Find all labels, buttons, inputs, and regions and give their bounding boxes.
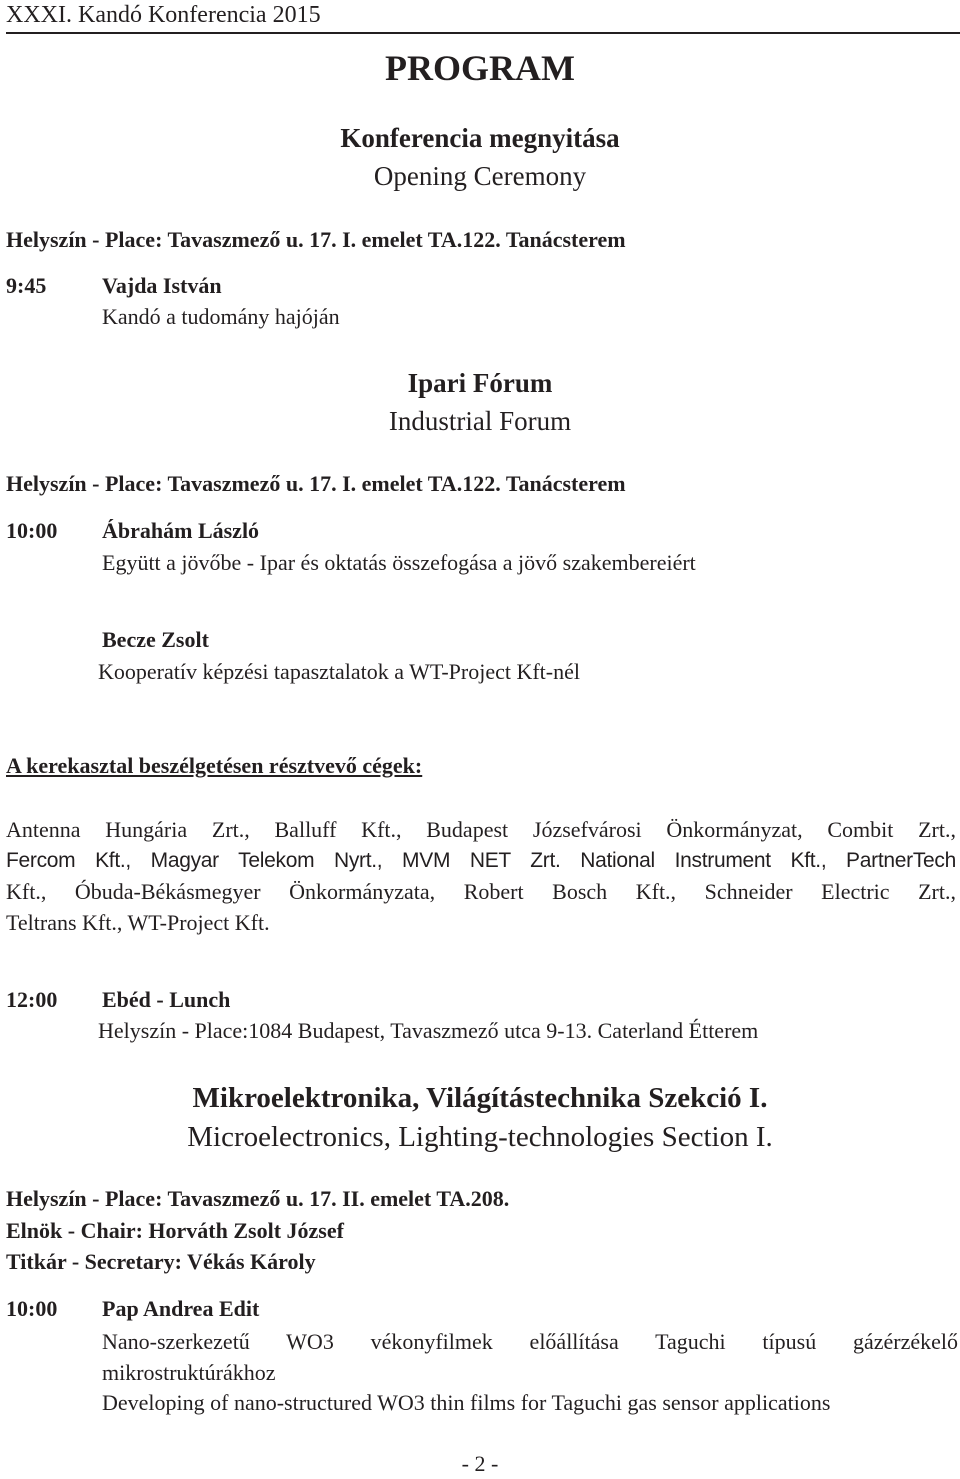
header-rule <box>6 32 960 34</box>
section-title-en: Microelectronics, Lighting-technologies Section I. <box>187 1121 773 1153</box>
opening-time: 9:45 <box>6 273 47 298</box>
section-time: 10:00 <box>6 1296 58 1321</box>
forum-time: 10:00 <box>6 518 58 543</box>
forum-talk-2: Kooperatív képzési tapasztalatok a WT-Project Kft-nél <box>98 659 580 684</box>
opening-place: Helyszín - Place: Tavaszmező u. 17. I. emelet TA.122. Tanácsterem <box>6 227 626 252</box>
companies-line: Fercom Kft., Magyar Telekom Nyrt., MVM NET Zrt. National Instrument Kft., PartnerTech <box>6 849 956 872</box>
page-number: - 2 - <box>461 1451 499 1476</box>
opening-talk: Kandó a tudomány hajóján <box>102 304 340 329</box>
roundtable-heading: A kerekasztal beszélgetésen résztvevő cégek: <box>6 753 423 778</box>
talk-hu-line: Nano-szerkezetű WO3 vékonyfilmek előállítása Taguchi típusú gázérzékelő <box>102 1329 958 1354</box>
forum-title-en: Industrial Forum <box>388 406 572 436</box>
companies-line: Antenna Hungária Zrt., Balluff Kft., Budapest Józsefvárosi Önkormányzat, Combit Zrt., <box>6 817 956 842</box>
opening-title-hu: Konferencia megnyitása <box>340 123 620 153</box>
companies-line: Kft., Óbuda-Békásmegyer Önkormányzata, Robert Bosch Kft., Schneider Electric Zrt., <box>6 879 956 904</box>
lunch-place: Helyszín - Place:1084 Budapest, Tavaszmező utca 9-13. Caterland Étterem <box>98 1018 759 1043</box>
companies-paragraph <box>6 814 956 938</box>
lunch-title: Ebéd - Lunch <box>102 987 231 1012</box>
section-secretary: Titkár - Secretary: Vékás Károly <box>6 1249 316 1274</box>
opening-speaker: Vajda István <box>102 273 222 298</box>
section-place: Helyszín - Place: Tavaszmező u. 17. II. emelet TA.208. <box>6 1186 510 1211</box>
opening-title-en: Opening Ceremony <box>373 161 587 191</box>
lunch-time: 12:00 <box>6 987 58 1012</box>
running-header: XXXI. Kandó Konferencia 2015 <box>6 2 321 28</box>
forum-title-hu: Ipari Fórum <box>407 368 553 398</box>
forum-talk-1: Együtt a jövőbe - Ipar és oktatás összefogása a jövő szakembereiért <box>102 550 696 575</box>
talk-hu-line: mikrostruktúrákhoz <box>102 1360 276 1385</box>
section-talk-hu <box>102 1326 958 1388</box>
section-talk-en: Developing of nano-structured WO3 thin films for Taguchi gas sensor applications <box>102 1390 831 1415</box>
forum-place: Helyszín - Place: Tavaszmező u. 17. I. emelet TA.122. Tanácsterem <box>6 471 626 496</box>
section-speaker: Pap Andrea Edit <box>102 1296 260 1321</box>
section-title-hu: Mikroelektronika, Világítástechnika Szekció I. <box>192 1082 768 1114</box>
program-title: PROGRAM <box>385 48 575 88</box>
companies-line: Teltrans Kft., WT-Project Kft. <box>6 910 270 935</box>
forum-speaker-2: Becze Zsolt <box>102 627 209 652</box>
forum-speaker-1: Ábrahám László <box>102 518 260 543</box>
section-chair: Elnök - Chair: Horváth Zsolt József <box>6 1218 344 1243</box>
